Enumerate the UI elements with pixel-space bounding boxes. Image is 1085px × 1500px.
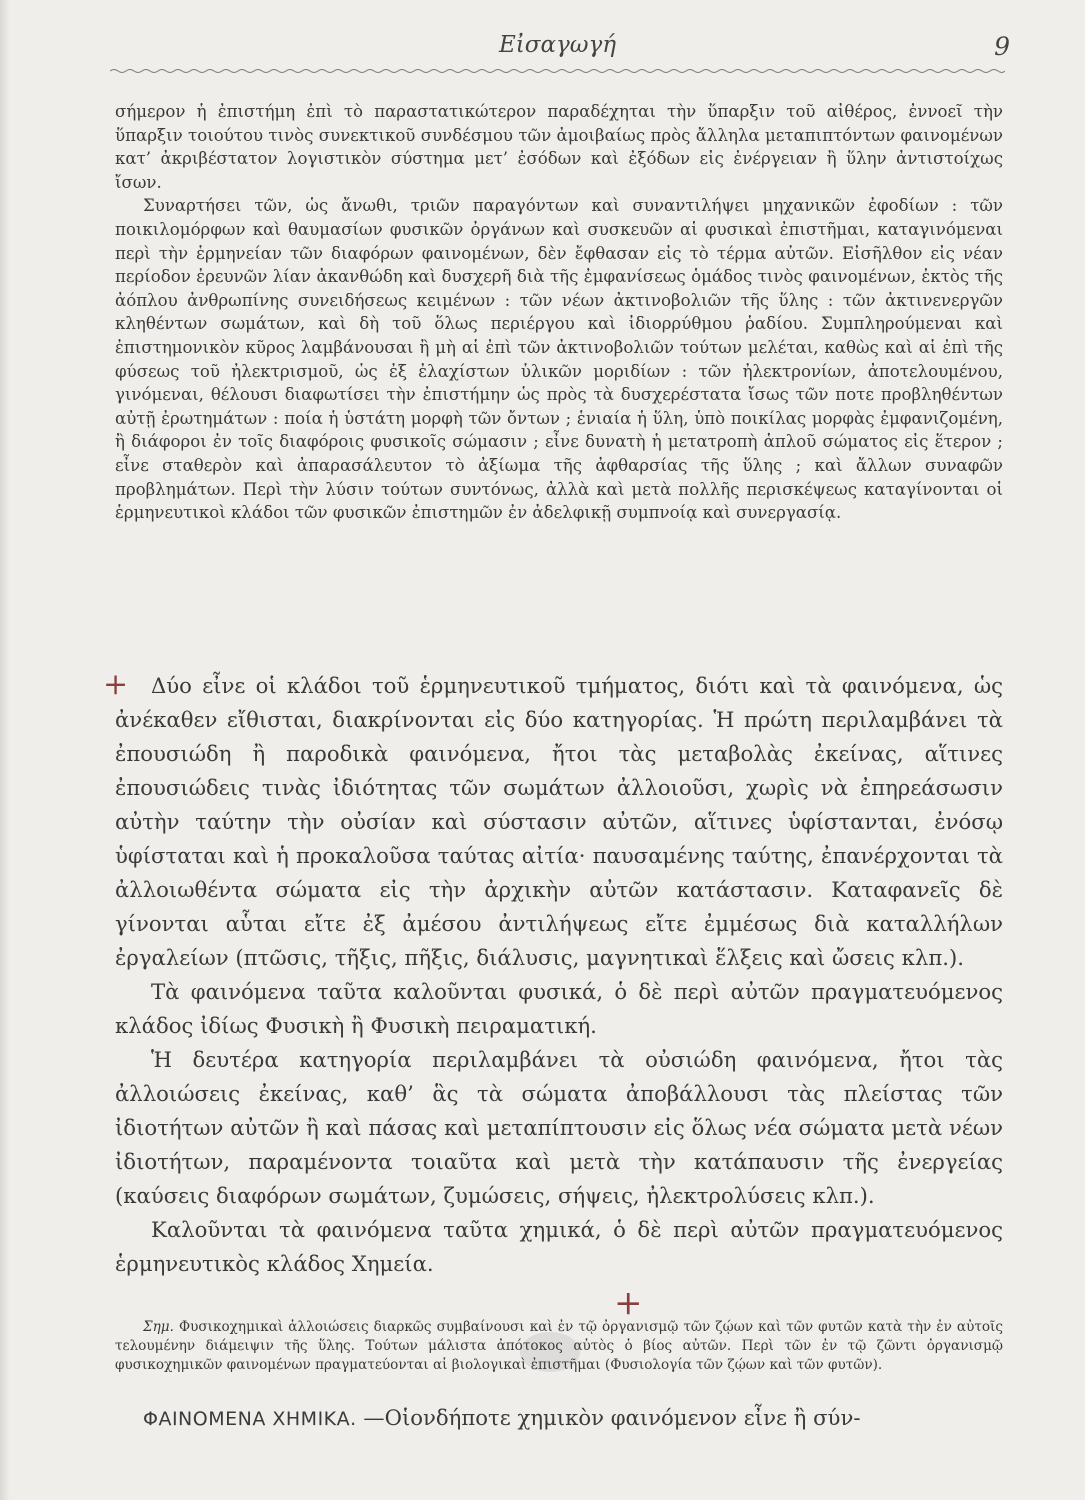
footnote-label: Σημ. (143, 1319, 174, 1335)
chemical-phenomena-section (115, 1401, 1003, 1436)
footnote-body: Φυσικοχημικαὶ ἀλλοιώσεις διαρκῶς συμβαίνουσι καὶ ἐν τῷ ὀργανισμῷ τῶν ζῴων καὶ τῶν φυτῶν κατὰ τὴν ἐν αὐτοῖς τελουμένην διάμειψιν τῆς ὕλης. Τούτων μάλιστα ἀπότοκος αὐτὸς ὁ βίος αὐτῶν. Περὶ τῶν ἐν τῷ ζῶντι ὀργανισμῷ φυσικοχημικῶν φαινομένων πραγματεύονται αἱ βιολογικαὶ ἐπιστῆμαι (Φυσιολογία τῶν ζῴων καὶ τῶν φυτῶν). (115, 1319, 1003, 1373)
handwritten-cross-mark-2: + (614, 1283, 643, 1323)
paragraph-7 (115, 1401, 1003, 1436)
footnote-text (115, 1318, 1003, 1375)
intro-paragraphs (115, 100, 1003, 525)
paragraph-2: Συναρτήσει τῶν, ὡς ἄνωθι, τριῶν παραγόντων καὶ συναντιλήψει μηχανικῶν ἐφοδίων : τῶν ποικιλομόρφων καὶ θαυμασίων φυσικῶν ὀργάνων καὶ συσκευῶν αἱ φυσικαὶ ἐπιστῆμαι, καταγινόμεναι περὶ τὴν ἑρμηνείαν τῶν διαφόρων φαινομένων, δὲν ἔφθασαν εἰς τὸ τέρμα αὐτῶν. Εἰσῆλθον εἰς νέαν περίοδον ἐρευνῶν λίαν ἀκανθώδη καὶ δυσχερῆ διὰ τῆς ἐμφανίσεως ὁμάδος τινὸς φαινομένων, ἐκτὸς τῆς ἀόπλου ἀνθρωπίνης συνειδήσεως κειμένων : τῶν νέων ἀκτινοβολιῶν τῆς ὕλης : τῶν ἀκτινενεργῶν κληθέντων σωμάτων, καὶ δὴ τοῦ ὅλως περιέργου καὶ ἰδιορρύθμου ῥαδίου. Συμπληρούμεναι καὶ ἐπιστημονικὸν κῦρος λαμβάνουσαι ἢ μὴ αἱ ἐπὶ τῶν ἀκτινοβολιῶν τούτων μελέται, καθὼς καὶ αἱ ἐπὶ τῆς φύσεως τοῦ ἠλεκτρισμοῦ, ὡς ἐξ ἐλαχίστων ὑλικῶν μοριδίων : τῶν ἠλεκτρονίων, ἀποτελουμένου, γινόμεναι, θέλουσι διαφωτίσει τὴν ἐπιστήμην ὡς πρὸς τὰ δυσχερέστατα ἴσως τῶν ποτε προβληθέντων αὐτῇ ἐρωτημάτων : ποία ἡ ὑστάτη μορφὴ τῶν ὄντων ; ἑνιαία ἡ ὕλη, ὑπὸ ποικίλας μορφὰς ἐμφανιζομένη, ἢ διάφοροι ἐν τοῖς διαφόροις φυσικοῖς σώμασιν ; εἶνε δυνατὴ ἡ μετατροπὴ ἁπλοῦ σώματος εἰς ἕτερον ; εἶνε σταθερὸν καὶ ἀπαρασάλευτον τὸ ἀξίωμα τῆς ἀφθαρσίας τῆς ὕλης ; καὶ ἄλλων συναφῶν προβλημάτων. Περὶ τὴν λύσιν τούτων συντόνως, ἀλλὰ καὶ μετὰ πολλῆς περισκέψεως καταγίνονται οἱ ἑρμηνευτικοὶ κλάδοι τῶν φυσικῶν ἐπιστημῶν ἐν ἀδελφικῇ συμπνοίᾳ καὶ συνεργασίᾳ. (115, 196, 1003, 523)
section-heading: ΦΑΙΝΟΜΕΝΑ ΧΗΜΙΚΑ. (143, 1408, 357, 1430)
page-edge-shadow (0, 0, 10, 1500)
paragraph-3: Δύο εἶνε οἱ κλάδοι τοῦ ἑρμηνευτικοῦ τμήματος, διότι καὶ τὰ φαινόμενα, ὡς ἀνέκαθεν εἴθισται, διακρίνονται εἰς δύο κατηγορίας. Ἡ πρώτη περιλαμβάνει τὰ ἐπουσιώδη ἢ παροδικὰ φαινόμενα, ἤτοι τὰς μεταβολὰς ἐκείνας, αἵτινες ἐπουσιώδεις τινὰς ἰδιότητας τῶν σωμάτων ἀλλοιοῦσι, χωρὶς νὰ ἐπηρεάσωσιν αὐτὴν ταύτην τὴν οὐσίαν καὶ σύστασιν αὐτῶν, αἵτινες ὑφίστανται, ἐνόσῳ ὑφίσταται καὶ ἡ προκαλοῦσα ταύτας αἰτία· παυσαμένης ταύτης, ἐπανέρχονται τὰ ἀλλοιωθέντα σώματα εἰς τὴν ἀρχικὴν αὐτῶν κατάστασιν. Καταφανεῖς δὲ γίνονται αὗται εἴτε ἐξ ἀμέσου ἀντιλήψεως εἴτε ἐμμέσως διὰ καταλλήλων ἐργαλείων (πτῶσις, τῆξις, πῆξις, διάλυσις, μαγνητικαὶ ἕλξεις καὶ ὤσεις κλπ.). (115, 673, 1003, 970)
header-wavy-rule (110, 68, 1005, 74)
running-title: Εἰσαγωγή (498, 32, 617, 58)
paragraph-1: σήμερον ἡ ἐπιστήμη ἐπὶ τὸ παραστατικώτερον παραδέχηται τὴν ὕπαρξιν τοῦ αἰθέρος, ἐννοεῖ τὴν ὕπαρξιν τοιούτου τινὸς συνεκτικοῦ συνδέσμου τῶν ἀμοιβαίως πρὸς ἄλληλα μεταπιπτόντων φαινομένων κατ’ ἀκριβέστατον λογιστικὸν σύστημα μετ’ ἐσόδων καὶ ἐξόδων εἰς ἐνέργειαν ἢ ὕλην ἀντιστοίχως ἴσων. (115, 102, 1003, 192)
page-number: 9 (994, 32, 1010, 61)
paragraph-4: Τὰ φαινόμενα ταῦτα καλοῦνται φυσικά, ὁ δὲ περὶ αὐτῶν πραγματευόμενος κλάδος ἰδίως Φυσικὴ ἢ Φυσικὴ πειραματική. (115, 979, 1003, 1038)
paragraph-5: Ἡ δευτέρα κατηγορία περιλαμβάνει τὰ οὐσιώδη φαινόμενα, ἤτοι τὰς ἀλλοιώσεις ἐκείνας, καθ’ ἃς τὰ σώματα ἀποβάλλουσι τὰς πλείστας τῶν ἰδιοτήτων αὐτῶν ἢ καὶ πάσας καὶ μεταπίπτουσιν εἰς ὅλως νέα σώματα μετὰ νέων ἰδιοτήτων, παραμένοντα τοιαῦτα καὶ μετὰ τὴν κατάπαυσιν τῆς ἐνεργείας (καύσεις διαφόρων σωμάτων, ζυμώσεις, σήψεις, ἠλεκτρολύσεις κλπ.). (115, 1047, 1003, 1208)
paragraph-6: Καλοῦνται τὰ φαινόμενα ταῦτα χημικά, ὁ δὲ περὶ αὐτῶν πραγματευόμενος ἑρμηνευτικὸς κλάδος Χημεία. (115, 1217, 1003, 1276)
handwritten-cross-mark: + (103, 667, 129, 702)
footnote (115, 1318, 1003, 1375)
page-header (115, 30, 1010, 70)
section-text: —Οἱονδήποτε χημικὸν φαινόμενον εἶνε ἢ σύν- (363, 1405, 861, 1430)
main-paragraphs (115, 669, 1003, 1281)
